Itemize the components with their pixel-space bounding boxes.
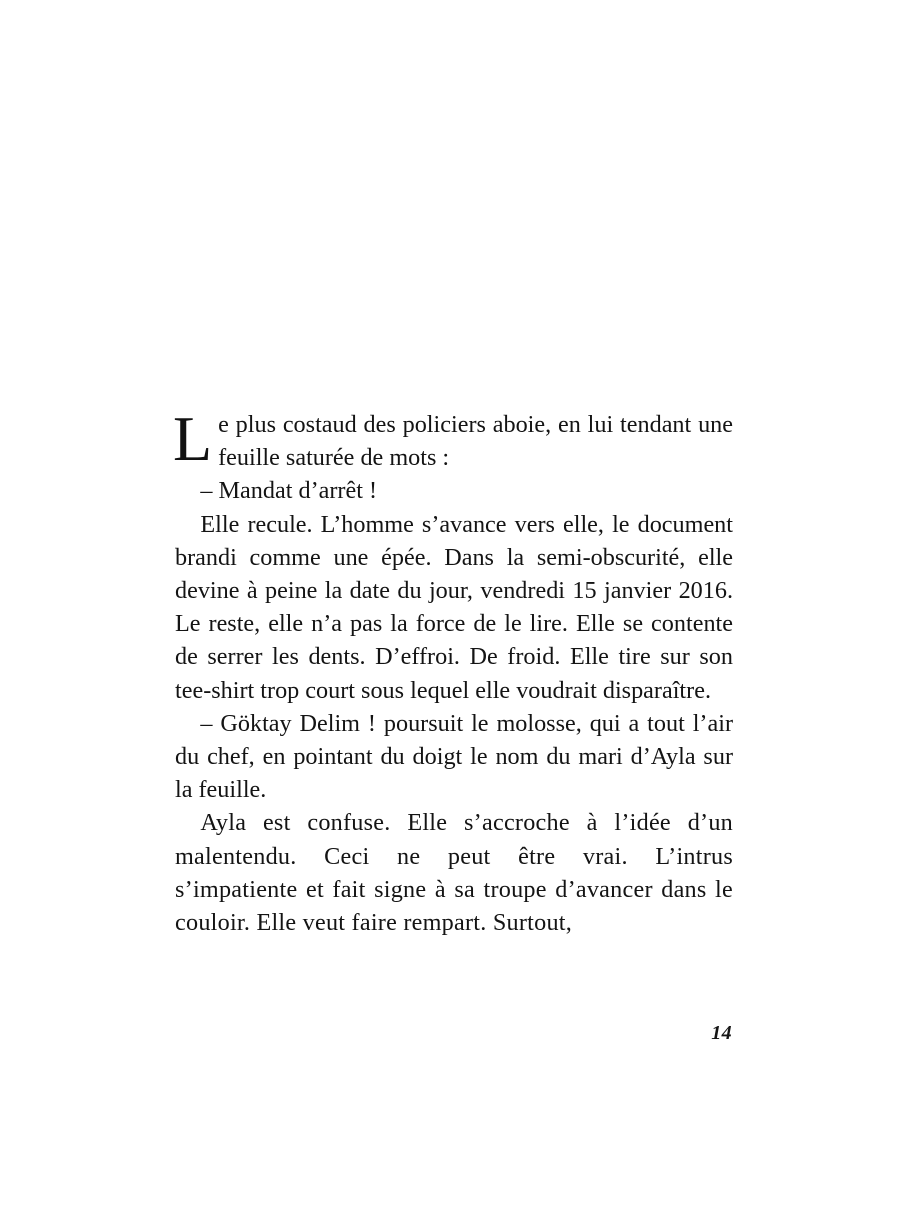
page-number: 14 <box>711 1022 732 1044</box>
page-text-block <box>173 403 733 939</box>
drop-cap-letter: L <box>173 403 213 474</box>
paragraph-narrative-recule: Elle recule. L’homme s’avance vers elle, le document brandi comme une épée. Dans la semi-obscurité, elle devine à peine la date du jour, vendredi 15 janvier 2016. Le reste, elle n’a pas la force de le lire. Elle se contente de serrer les dents. D’effroi. De froid. Elle tire sur son tee-shirt trop court sous lequel elle voudrait disparaître. <box>175 510 733 704</box>
paragraph-narrative-confuse: Ayla est confuse. Elle s’accroche à l’idée d’un malentendu. Ceci ne peut être vrai. L’intrus s’impatiente et fait signe à sa troupe d’avancer dans le couloir. Elle veut faire rempart. Surtout, <box>175 809 733 937</box>
paragraph-opening-text: e plus costaud des policiers aboie, en lui tendant une feuille saturée de mots : <box>218 411 733 472</box>
paragraph-opening <box>173 403 733 474</box>
paragraph-dialogue-mandat: – Mandat d’arrêt ! <box>200 477 378 505</box>
paragraph-dialogue-goktay: – Göktay Delim ! poursuit le molosse, qui a tout l’air du chef, en pointant du doigt le nom du mari d’Ayla sur la feuille. <box>175 709 733 804</box>
